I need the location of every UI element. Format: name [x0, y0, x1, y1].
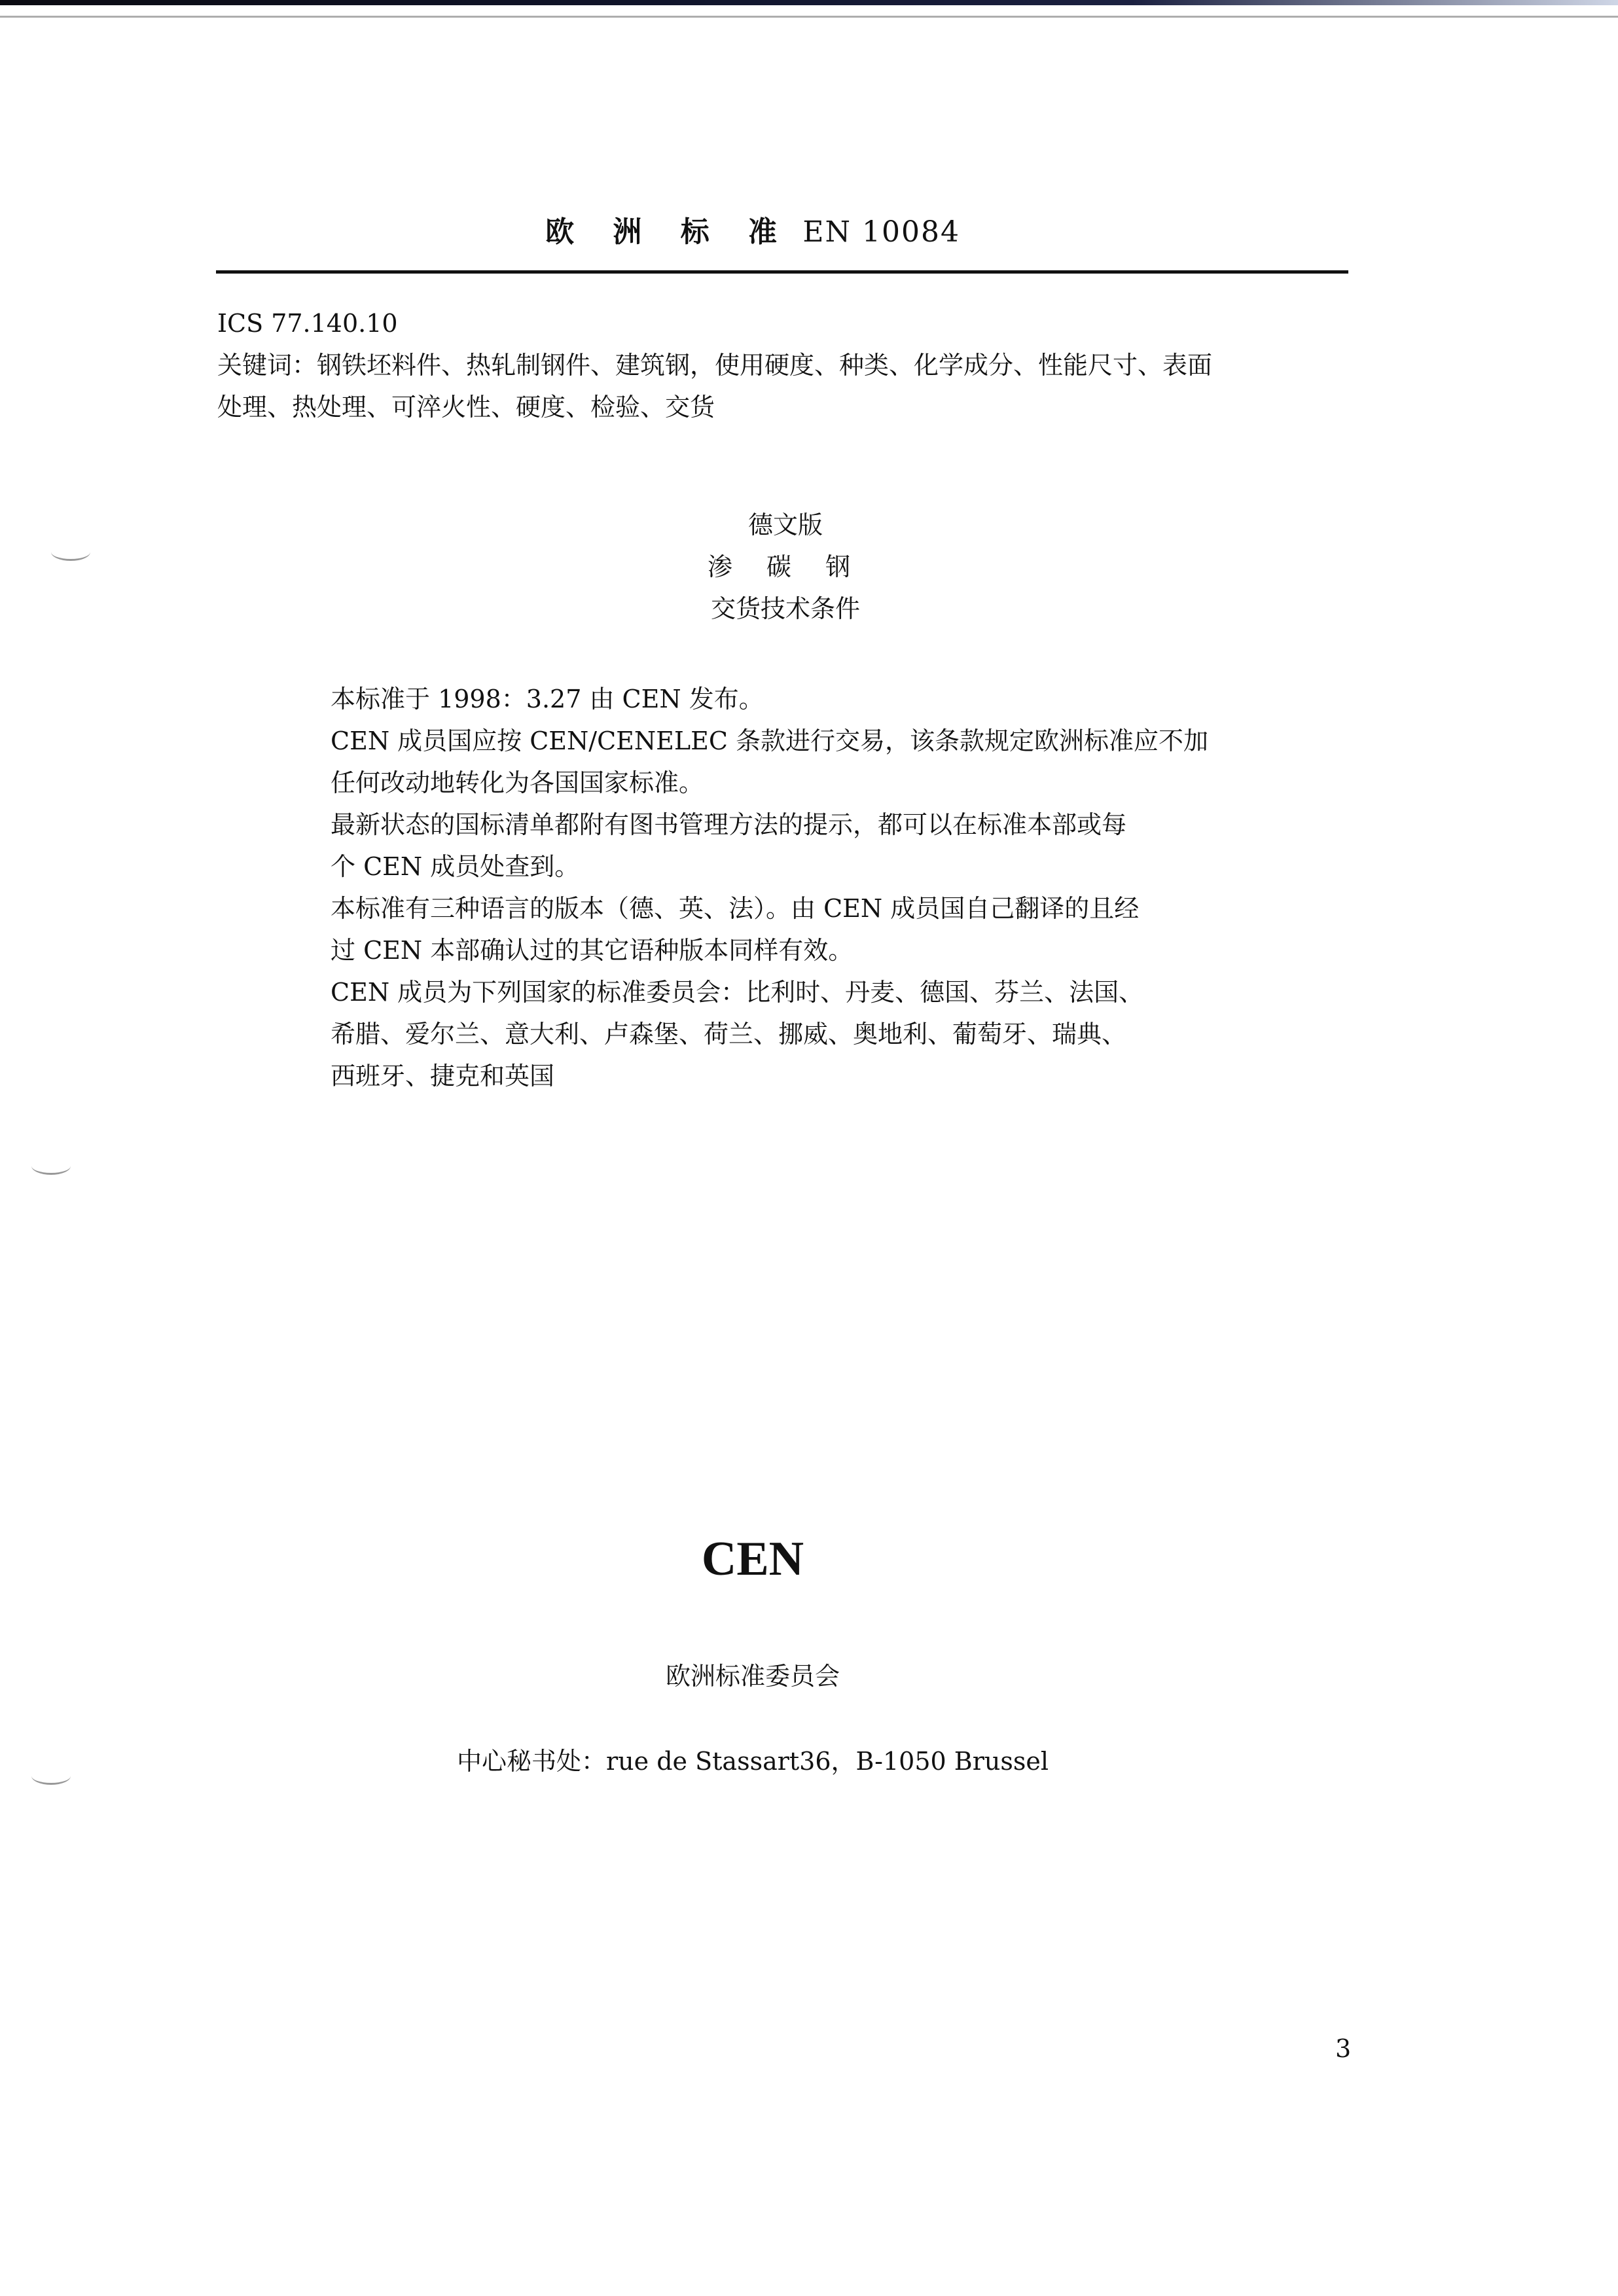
secretariat-address: 中心秘书处：rue de Stassart36，B-1050 Brussel [457, 1747, 1049, 1776]
document-titles [0, 504, 1571, 630]
ics-code: ICS 77.140.10 [217, 309, 398, 338]
body-line: CEN 成员国应按 CEN/CENELEC 条款进行交易，该条款规定欧洲标准应不加 [331, 726, 1209, 755]
header-standard-code: EN 10084 [802, 215, 960, 249]
keywords-line-2: 处理、热处理、可淬火性、硬度、检验、交货 [217, 393, 715, 422]
body-line: 本标准有三种语言的版本（德、英、法）。由 CEN 成员国自己翻译的且经 [331, 894, 1140, 923]
body-line: 西班牙、捷克和英国 [331, 1062, 555, 1090]
body-line: 最新状态的国标清单都附有图书管理方法的提示，都可以在标准本部或每 [331, 810, 1127, 839]
cen-logo: CEN [701, 1532, 804, 1586]
body-line: 任何改动地转化为各国国家标准。 [331, 768, 704, 797]
document-subject: 渗 碳 钢 [707, 552, 864, 581]
body-line: 个 CEN 成员处查到。 [331, 852, 580, 881]
scan-top-edge [0, 0, 1618, 5]
punch-hole-mark [31, 1157, 71, 1175]
document-subtitle: 交货技术条件 [710, 594, 860, 623]
body-text [331, 678, 1273, 1097]
body-line: CEN 成员为下列国家的标准委员会：比利时、丹麦、德国、芬兰、法国、 [331, 978, 1144, 1007]
scan-top-line [0, 16, 1618, 18]
body-line: 希腊、爱尔兰、意大利、卢森堡、荷兰、挪威、奥地利、葡萄牙、瑞典、 [331, 1020, 1127, 1049]
organization-name: 欧洲标准委员会 [665, 1662, 840, 1691]
edition-label: 德文版 [747, 511, 823, 539]
metadata-block [217, 302, 1369, 428]
page-number: 3 [1335, 2034, 1352, 2063]
body-line: 过 CEN 本部确认过的其它语种版本同样有效。 [331, 936, 854, 965]
document-header-title [0, 208, 1505, 250]
header-divider [216, 270, 1348, 274]
body-line: 本标准于 1998：3.27 由 CEN 发布。 [331, 685, 764, 713]
header-title-cjk: 欧 洲 标 准 [545, 215, 792, 249]
keywords-line-1: 关键词：钢铁坯料件、热轧制钢件、建筑钢，使用硬度、种类、化学成分、性能尺寸、表面 [217, 351, 1213, 380]
